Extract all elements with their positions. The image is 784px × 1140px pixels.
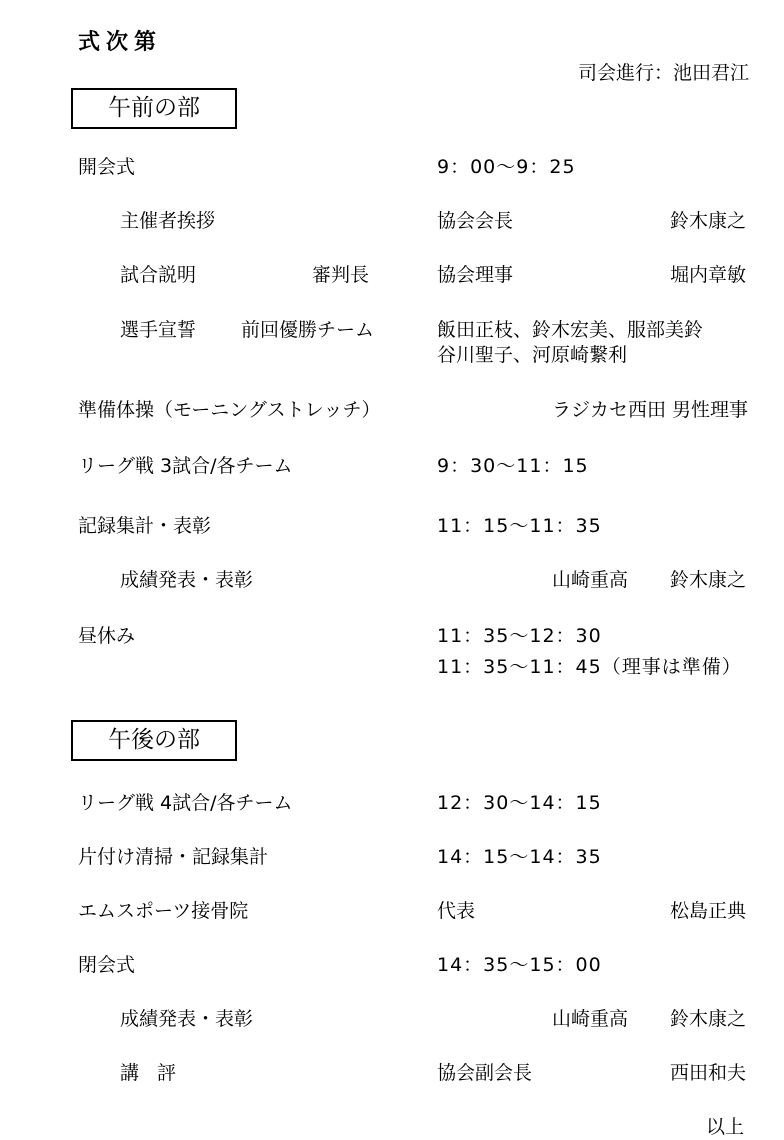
league-afternoon-label: リーグ戦 4試合/各チーム	[78, 792, 293, 814]
lunch-time: 11：35〜12：30	[437, 625, 602, 647]
page-title: 式次第	[78, 30, 163, 55]
sponsor-role: 代表	[437, 900, 476, 922]
cleanup-label: 片付け清掃・記録集計	[78, 846, 269, 868]
greeting-name: 鈴木康之	[670, 210, 747, 232]
explain-name: 堀内章敏	[670, 264, 747, 286]
opening-label: 開会式	[78, 156, 136, 178]
warmup-note: ラジカセ西田 男性理事	[552, 399, 749, 421]
review-name: 西田和夫	[670, 1062, 747, 1084]
explain-sub: 審判長	[312, 264, 370, 286]
mc-line: 司会進行：池田君江	[578, 62, 750, 84]
results-afternoon-name2: 鈴木康之	[670, 1008, 747, 1030]
sponsor-name: 松島正典	[670, 900, 747, 922]
sponsor-label: エムスポーツ接骨院	[78, 900, 249, 922]
oath-sub: 前回優勝チーム	[241, 319, 375, 341]
lunch-label: 昼休み	[78, 625, 136, 647]
closing-label: 閉会式	[78, 954, 136, 976]
opening-time: 9：00〜9：25	[437, 156, 576, 178]
closing-time: 14：35〜15：00	[437, 954, 602, 976]
records-time: 11：15〜11：35	[437, 515, 602, 537]
review-role: 協会副会長	[437, 1062, 533, 1084]
greeting-role: 協会会長	[437, 210, 514, 232]
results-morning-name1: 山崎重高	[552, 569, 629, 591]
league-morning-time: 9：30〜11：15	[437, 455, 589, 477]
morning-section-header: 午前の部	[71, 88, 237, 129]
results-afternoon-label: 成績発表・表彰	[120, 1008, 254, 1030]
explain-label: 試合説明	[120, 264, 197, 286]
league-afternoon-time: 12：30〜14：15	[437, 792, 602, 814]
results-morning-name2: 鈴木康之	[670, 569, 747, 591]
greeting-label: 主催者挨拶	[120, 210, 216, 232]
oath-names-line2: 谷川聖子、河原崎繋利	[437, 344, 628, 366]
explain-role: 協会理事	[437, 264, 514, 286]
warmup-label: 準備体操（モーニングストレッチ）	[78, 399, 381, 421]
afternoon-section-header: 午後の部	[71, 720, 237, 761]
oath-label: 選手宣誓	[120, 319, 197, 341]
cleanup-time: 14：15〜14：35	[437, 846, 602, 868]
review-label: 講 評	[120, 1062, 183, 1084]
oath-names-line1: 飯田正枝、鈴木宏美、服部美鈴	[437, 319, 704, 341]
lunch-prep-time: 11：35〜11：45（理事は準備）	[437, 656, 742, 678]
results-morning-label: 成績発表・表彰	[120, 569, 254, 591]
end-mark: 以上	[706, 1116, 745, 1138]
records-label: 記録集計・表彰	[78, 515, 212, 537]
league-morning-label: リーグ戦 3試合/各チーム	[78, 455, 293, 477]
results-afternoon-name1: 山崎重高	[552, 1008, 629, 1030]
